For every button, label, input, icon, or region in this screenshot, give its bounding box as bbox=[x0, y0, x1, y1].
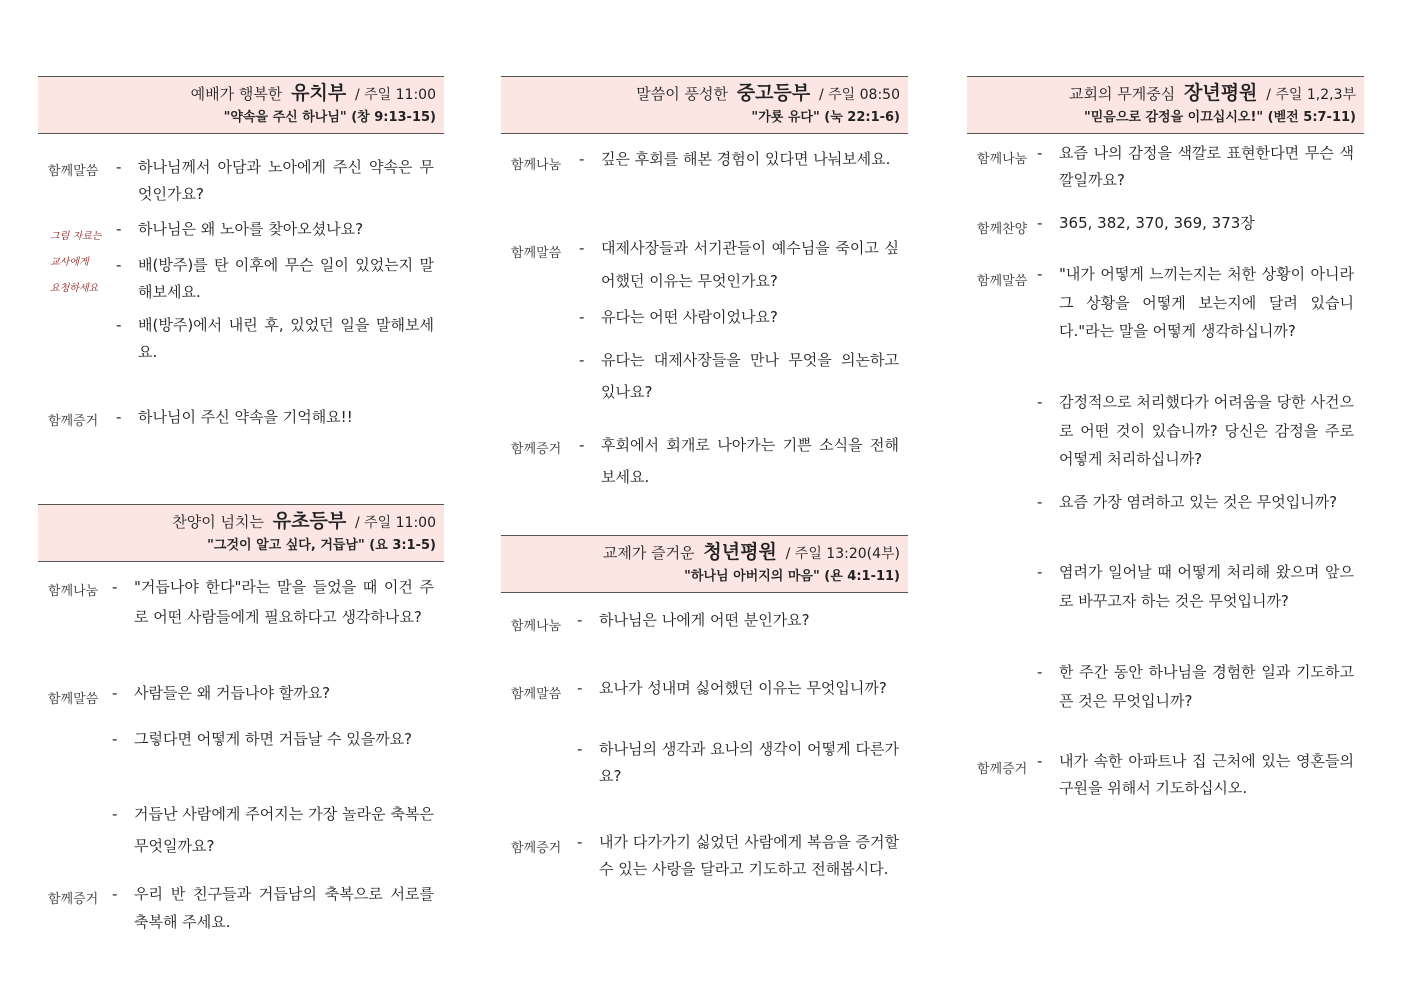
label-witness: 함께증거 bbox=[511, 841, 562, 856]
header-prefix: 교제가 즐거운 bbox=[602, 544, 695, 562]
label-share: 함께나눔 bbox=[511, 158, 562, 173]
column-left bbox=[38, 76, 444, 942]
service-time: / 주일 08:50 bbox=[818, 87, 900, 103]
question-item: - 유다는 어떤 사람이었나요? bbox=[579, 308, 778, 326]
question-item: - 사람들은 왜 거듭나야 할까요? bbox=[112, 684, 331, 702]
question-item: - 대제사장들과 서기관들이 예수님을 죽이고 싶어했던 이유는 무엇인가요? bbox=[579, 239, 899, 290]
sermon-verse: "그것이 알고 싶다, 거듭남" (요 3:1-5) bbox=[207, 538, 436, 553]
question-item: - 하나님께서 아담과 노아에게 주신 약속은 무엇인가요? bbox=[116, 158, 434, 203]
service-time: / 주일 1,2,3부 bbox=[1266, 87, 1356, 103]
section-body-cheongnyeon bbox=[501, 593, 908, 913]
section-header-cheongnyeon bbox=[501, 535, 908, 593]
label-word: 함께말씀 bbox=[48, 164, 99, 179]
question-item: - 요즘 가장 염려하고 있는 것은 무엇입니까? bbox=[1037, 493, 1338, 511]
witness-item: - 우리 반 친구들과 거듭남의 축복으로 서로를 축복해 주세요. bbox=[112, 885, 434, 931]
department-name: 유초등부 bbox=[272, 510, 347, 532]
section-body-junggo bbox=[501, 134, 908, 527]
question-item: - 하나님의 생각과 요나의 생각이 어떻게 다른가요? bbox=[577, 740, 899, 785]
section-body-jangnyeon bbox=[967, 134, 1364, 854]
department-name: 중고등부 bbox=[736, 82, 811, 104]
question-item: - 거듭난 사람에게 주어지는 가장 놀라운 축복은 무엇일까요? bbox=[112, 805, 434, 855]
section-body-yuchi bbox=[38, 134, 444, 474]
header-prefix: 교회의 무게중심 bbox=[1069, 85, 1176, 103]
question-item: - 염려가 일어날 때 어떻게 처리해 왔으며 앞으로 바꾸고자 하는 것은 무엇입니까? bbox=[1037, 563, 1354, 610]
question-item: - 그렇다면 어떻게 하면 거듭날 수 있을까요? bbox=[112, 730, 413, 748]
question-item: - 배(방주)에서 내린 후, 있었던 일을 말해보세요. bbox=[116, 316, 434, 361]
label-word: 함께말씀 bbox=[977, 274, 1028, 289]
praise-item: - 365, 382, 370, 369, 373장 bbox=[1037, 214, 1255, 232]
department-name: 장년평원 bbox=[1183, 82, 1258, 104]
share-item: - "거듭나야 한다"라는 말을 들었을 때 이건 주로 어떤 사람들에게 필요하다고 생각하나요? bbox=[112, 578, 434, 626]
question-item: - 감정적으로 처리했다가 어려움을 당한 사건으로 어떤 것이 있습니까? 당신은 감정을 주로 어떻게 처리하십니까? bbox=[1037, 393, 1354, 468]
label-word: 함께말씀 bbox=[511, 687, 562, 702]
header-prefix: 말씀이 풍성한 bbox=[636, 85, 728, 103]
question-item: - 한 주간 동안 하나님을 경험한 일과 기도하고픈 것은 무엇입니까? bbox=[1037, 663, 1354, 710]
section-header-junggo bbox=[501, 76, 908, 134]
label-word: 함께말씀 bbox=[48, 692, 99, 707]
label-praise: 함께찬양 bbox=[977, 222, 1028, 237]
sermon-verse: "믿음으로 감정을 이끄십시오!" (벧전 5:7-11) bbox=[1083, 110, 1356, 125]
section-header-yucho bbox=[38, 504, 444, 562]
section-body-yucho bbox=[38, 562, 444, 942]
label-share: 함께나눔 bbox=[977, 152, 1028, 167]
share-item: - 깊은 후회를 해본 경험이 있다면 나눠보세요. bbox=[579, 150, 891, 168]
label-witness: 함께증거 bbox=[48, 892, 99, 907]
share-item: - 하나님은 나에게 어떤 분인가요? bbox=[577, 611, 810, 629]
section-header-yuchi bbox=[38, 76, 444, 134]
label-witness: 함께증거 bbox=[511, 442, 562, 457]
witness-item: - 내가 다가가기 싫었던 사람에게 복음을 증거할 수 있는 사랑을 달라고 기도하고 전해봅시다. bbox=[577, 833, 899, 878]
service-time: / 주일 11:00 bbox=[354, 87, 436, 103]
section-header-jangnyeon bbox=[967, 76, 1364, 134]
witness-item: - 내가 속한 아파트나 집 근처에 있는 영혼들의 구원을 위해서 기도하십시오. bbox=[1037, 752, 1354, 797]
label-share: 함께나눔 bbox=[48, 584, 99, 599]
sermon-verse: "약속을 주신 하나님" (창 9:13-15) bbox=[223, 110, 436, 125]
share-item: - 요즘 나의 감정을 색깔로 표현한다면 무슨 색깔일까요? bbox=[1037, 144, 1354, 189]
header-prefix: 찬양이 넘치는 bbox=[172, 513, 264, 531]
department-name: 청년평원 bbox=[703, 541, 777, 563]
header-prefix: 예배가 행복한 bbox=[190, 85, 283, 103]
sermon-verse: "가룟 유다" (눅 22:1-6) bbox=[751, 110, 900, 125]
question-item: - 요나가 성내며 싫어했던 이유는 무엇입니까? bbox=[577, 679, 887, 697]
label-witness: 함께증거 bbox=[48, 414, 99, 429]
question-item: - 배(방주)를 탄 이후에 무슨 일이 있었는지 말해보세요. bbox=[116, 256, 434, 301]
witness-item: - 후회에서 회개로 나아가는 기쁜 소식을 전해보세요. bbox=[579, 436, 899, 486]
column-middle bbox=[501, 76, 908, 913]
service-time: / 주일 13:20(4부) bbox=[785, 546, 900, 562]
note-stamp: 그림 자료는 교사에게 요청하세요 bbox=[50, 231, 102, 294]
column-right bbox=[967, 76, 1364, 854]
question-item: - "내가 어떻게 느끼는지는 처한 상황이 아니라 그 상황을 어떻게 보는지에 달려 있습니다."라는 말을 어떻게 생각하십니까? bbox=[1037, 265, 1354, 340]
service-time: / 주일 11:00 bbox=[354, 515, 436, 531]
question-item: - 유다는 대제사장들을 만나 무엇을 의논하고 있나요? bbox=[579, 351, 899, 401]
label-witness: 함께증거 bbox=[977, 762, 1028, 777]
department-name: 유치부 bbox=[291, 82, 347, 104]
label-share: 함께나눔 bbox=[511, 619, 562, 634]
question-item: - 하나님은 왜 노아를 찾아오셨나요? bbox=[116, 220, 364, 238]
witness-item: - 하나님이 주신 약속을 기억해요!! bbox=[116, 408, 353, 426]
label-word: 함께말씀 bbox=[511, 246, 562, 261]
sermon-verse: "하나님 아버지의 마음" (욘 4:1-11) bbox=[684, 569, 900, 584]
